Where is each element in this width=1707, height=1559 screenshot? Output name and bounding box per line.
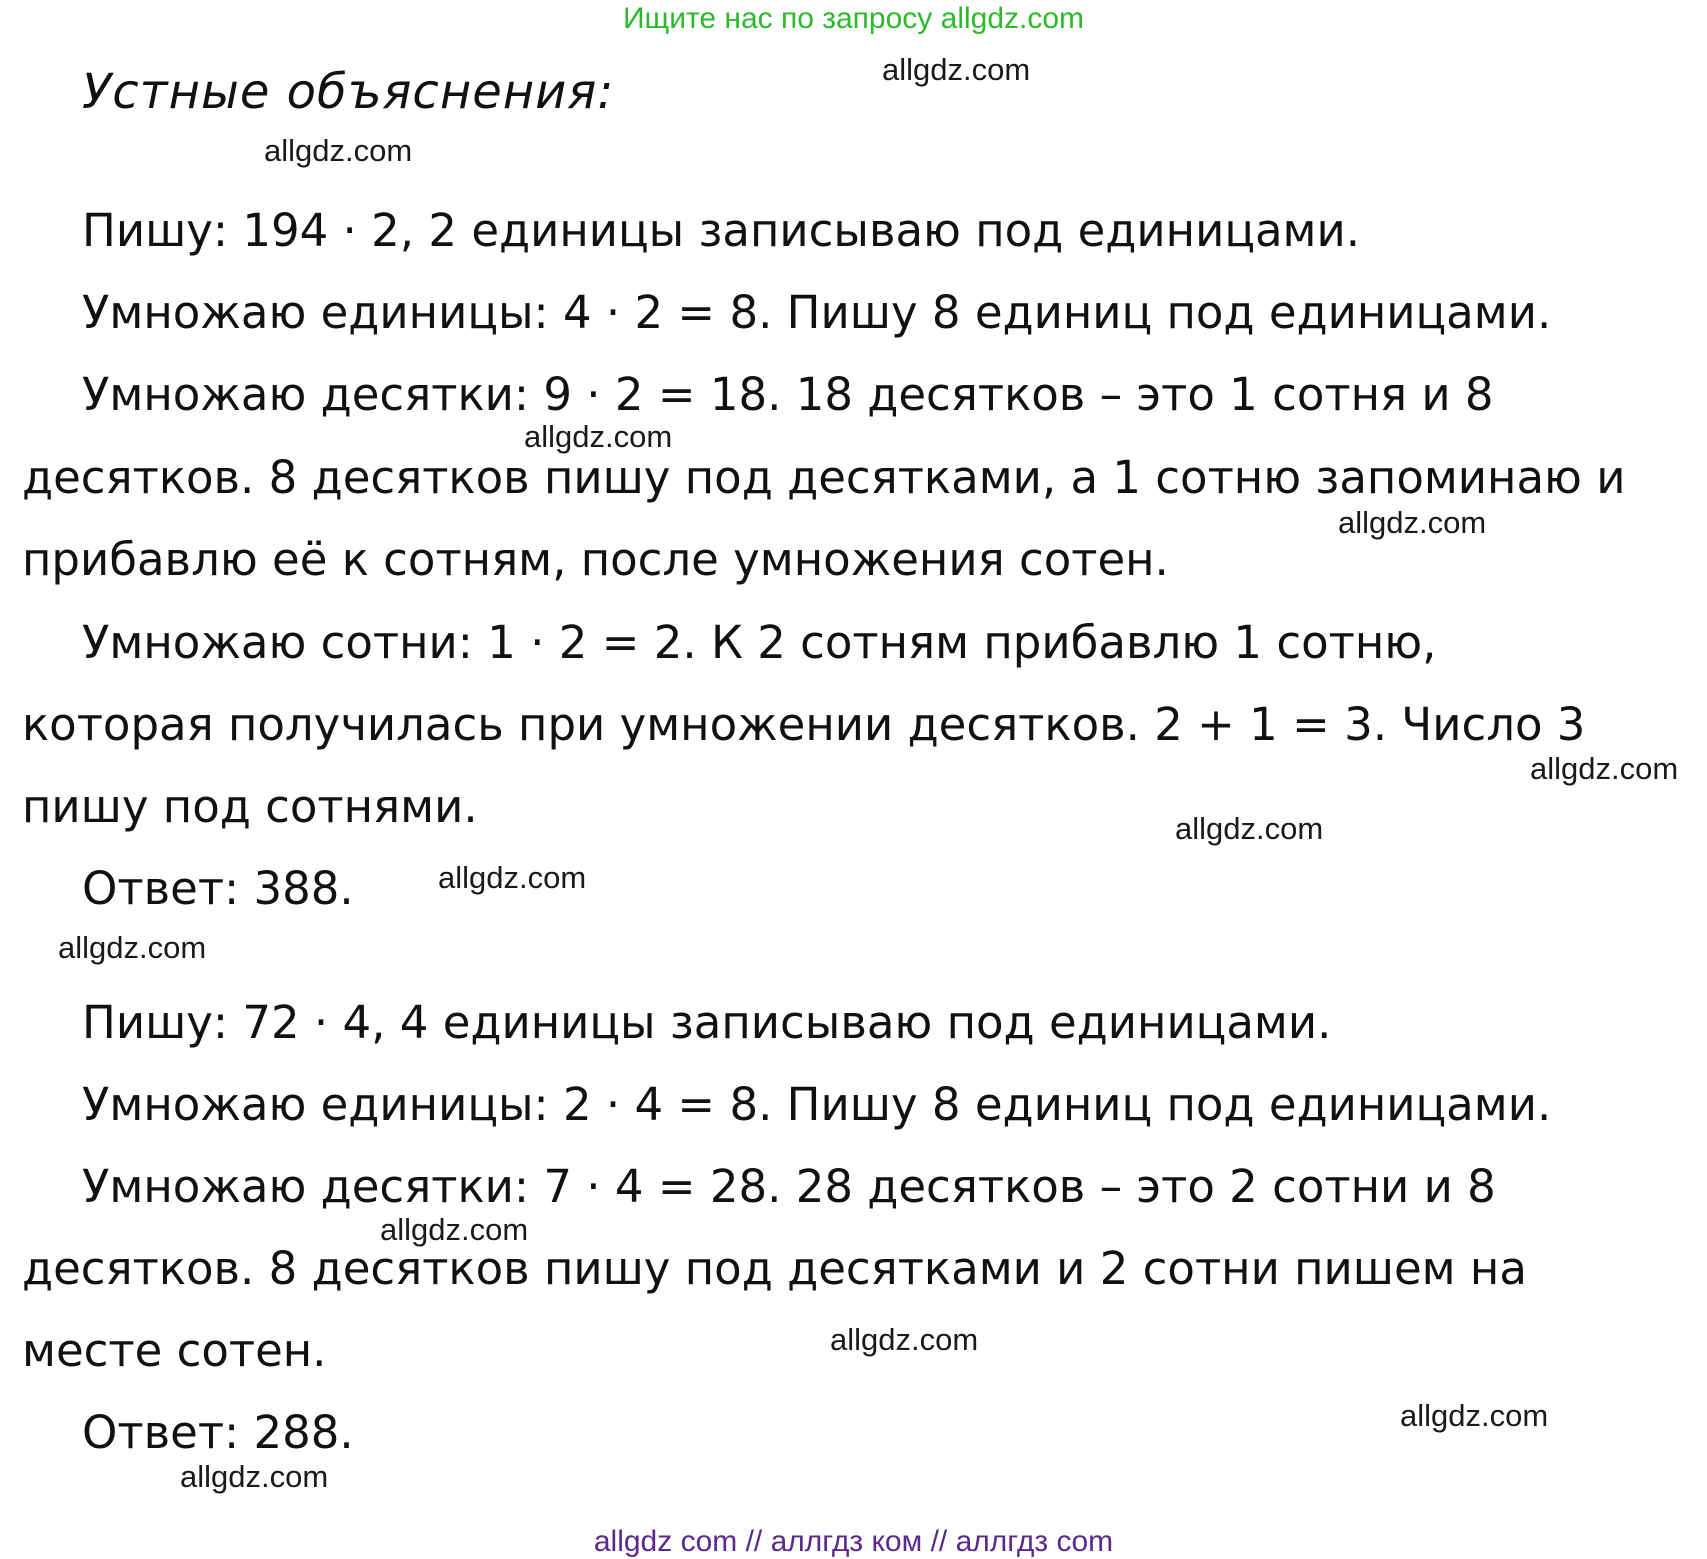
text-line: Пишу: 194 · 2, 2 единицы записываю под единицами. [82,204,1361,257]
answer-line: Ответ: 388. [82,862,354,915]
text-line: десятков. 8 десятков пишу под десятками и 2 сотни пишем на [22,1242,1527,1295]
watermark: allgdz.com [380,1212,529,1247]
watermark: allgdz.com [1175,811,1324,846]
watermark: allgdz.com [1530,751,1679,786]
watermark: allgdz.com [524,419,673,454]
watermark: allgdz.com [264,133,413,168]
watermark: allgdz.com [1338,505,1487,540]
text-line: Умножаю единицы: 4 · 2 = 8. Пишу 8 единиц под единицами. [82,286,1552,339]
text-line: пишу под сотнями. [22,780,478,833]
watermark: allgdz.com [830,1322,979,1357]
text-line: Умножаю десятки: 9 · 2 = 18. 18 десятков – это 1 сотня и 8 [82,368,1494,421]
text-line: месте сотен. [22,1324,327,1377]
text-line: десятков. 8 десятков пишу под десятками, а 1 сотню запоминаю и [22,451,1626,504]
text-line: Пишу: 72 · 4, 4 единицы записываю под единицами. [82,996,1332,1049]
top-banner: Ищите нас по запросу allgdz.com [622,2,1085,35]
answer-line: Ответ: 288. [82,1406,354,1459]
text-line: прибавлю её к сотням, после умножения сотен. [22,533,1169,586]
text-line: Умножаю десятки: 7 · 4 = 28. 28 десятков – это 2 сотни и 8 [82,1160,1496,1213]
text-line: Умножаю единицы: 2 · 4 = 8. Пишу 8 единиц под единицами. [82,1078,1552,1131]
footer-links: allgdz com // аллгдз ком // аллгдз com [593,1525,1114,1558]
watermark: allgdz.com [180,1459,329,1494]
text-line: которая получилась при умножении десятков. 2 + 1 = 3. Число 3 [22,698,1586,751]
text-line: Умножаю сотни: 1 · 2 = 2. К 2 сотням прибавлю 1 сотню, [82,616,1437,669]
watermark: allgdz.com [58,930,207,965]
watermark: allgdz.com [438,860,587,895]
watermark: allgdz.com [882,52,1031,87]
watermark: allgdz.com [1400,1398,1549,1433]
section-heading: Устные объяснения: [82,64,615,120]
